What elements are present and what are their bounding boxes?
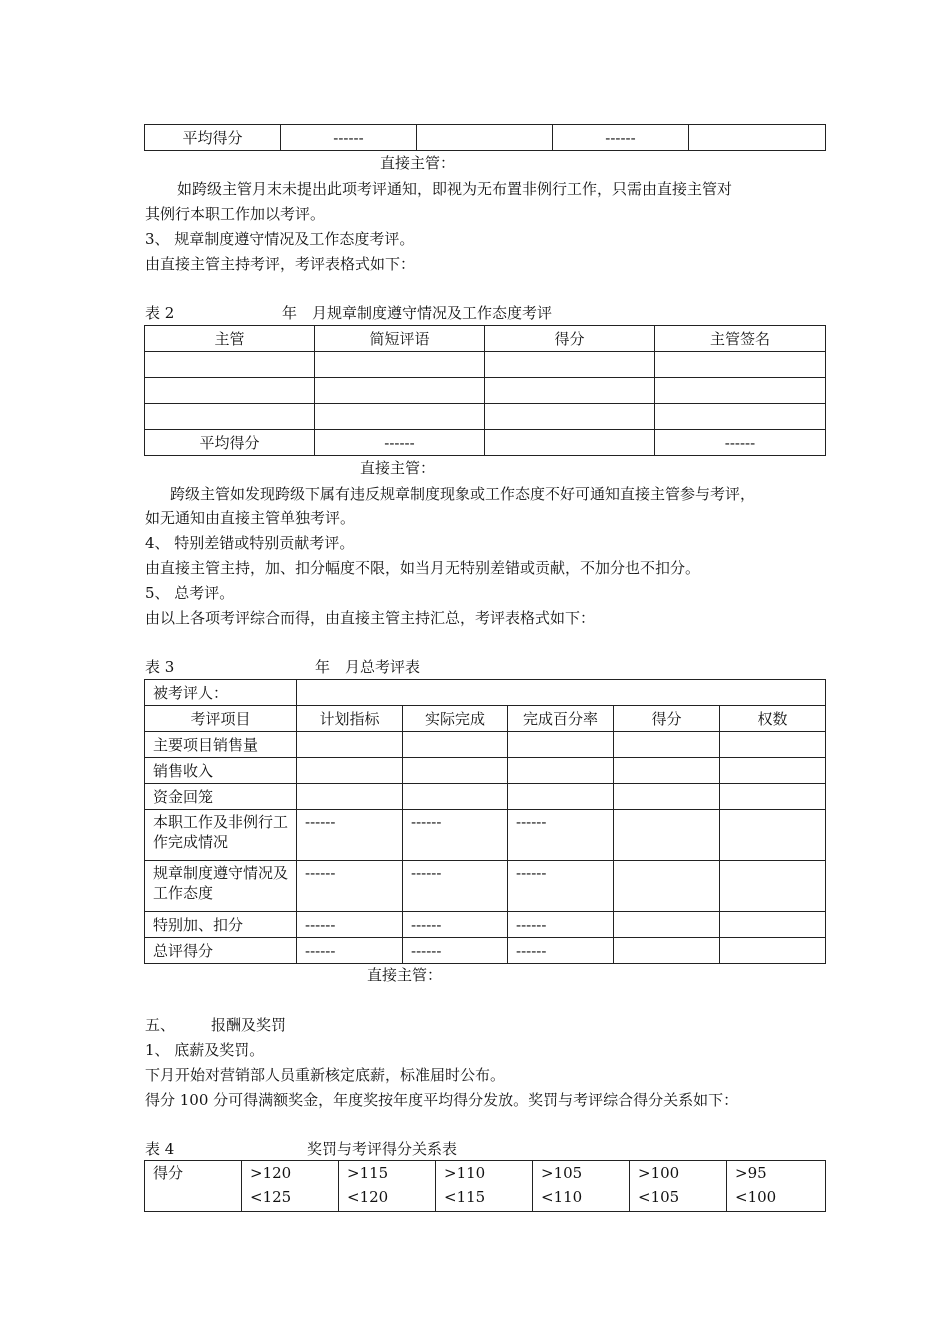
table-cell <box>655 404 826 430</box>
column-header: 完成百分率 <box>508 706 614 732</box>
range-upper: <100 <box>735 1188 777 1206</box>
table-row <box>145 784 826 810</box>
table-cell <box>297 784 403 810</box>
average-score-label: 平均得分 <box>145 430 315 456</box>
table-cell <box>145 352 315 378</box>
score-range-cell <box>630 1161 727 1212</box>
table-cell: ------ <box>655 430 826 456</box>
table-cell: ------ <box>403 810 508 861</box>
table-cell <box>145 378 315 404</box>
column-header: 实际完成 <box>403 706 508 732</box>
section-item-3: 3、 规章制度遵守情况及工作态度考评。 <box>145 230 415 248</box>
table-cell: ------ <box>508 810 614 861</box>
paragraph: 其例行本职工作加以考评。 <box>145 205 326 223</box>
table-cell <box>403 784 508 810</box>
table-cell <box>145 404 315 430</box>
table-cell <box>655 378 826 404</box>
table-row <box>145 430 826 456</box>
table-cell: ------ <box>508 861 614 912</box>
paragraph: 如无通知由直接主管单独考评。 <box>145 509 356 527</box>
table-number: 表 4 <box>145 1140 175 1158</box>
range-lower: >95 <box>735 1164 767 1182</box>
table-cell <box>614 732 720 758</box>
table-cell <box>403 732 508 758</box>
table-cell <box>614 938 720 964</box>
table-cell <box>508 784 614 810</box>
table-cell <box>297 732 403 758</box>
paragraph: 由直接主管主持考评，考评表格式如下： <box>145 255 416 273</box>
paragraph: 由以上各项考评综合而得，由直接主管主持汇总，考评表格式如下： <box>145 609 596 627</box>
range-upper: <125 <box>250 1188 292 1206</box>
table-cell <box>403 758 508 784</box>
average-cell <box>689 125 826 151</box>
table-cell <box>614 861 720 912</box>
section-number: 五、 <box>145 1016 176 1034</box>
average-cell: ------ <box>281 125 417 151</box>
paragraph: 得分 100 分可得满额奖金，年度奖按年度平均得分发放。奖罚与考评综合得分关系如下： <box>145 1091 739 1109</box>
table-cell <box>720 810 826 861</box>
supervisor-signature-1: 直接主管： <box>380 154 456 172</box>
table-title: 奖罚与考评得分关系表 <box>307 1140 458 1158</box>
paragraph: 下月开始对营销部人员重新核定底薪，标准届时公布。 <box>145 1066 506 1084</box>
table2-caption <box>145 303 825 323</box>
table-cell: ------ <box>403 938 508 964</box>
column-header: 得分 <box>485 326 655 352</box>
table-cell: ------ <box>297 810 403 861</box>
score-range-cell <box>533 1161 630 1212</box>
table-title: 年 月总考评表 <box>315 658 421 676</box>
range-lower: >120 <box>250 1164 292 1182</box>
column-header: 权数 <box>720 706 826 732</box>
average-cell <box>417 125 553 151</box>
table-row <box>145 861 826 912</box>
table-number: 表 2 <box>145 304 175 322</box>
table-cell <box>297 758 403 784</box>
table-cell <box>614 784 720 810</box>
table-cell <box>508 732 614 758</box>
row-label: 销售收入 <box>145 758 297 784</box>
range-upper: <120 <box>347 1188 389 1206</box>
table-cell <box>485 352 655 378</box>
table-cell: ------ <box>403 912 508 938</box>
row-label: 本职工作及非例行工作完成情况 <box>145 810 297 861</box>
table-cell <box>614 912 720 938</box>
column-header: 简短评语 <box>315 326 485 352</box>
range-upper: <115 <box>444 1188 486 1206</box>
range-upper: <110 <box>541 1188 583 1206</box>
row-label: 资金回笼 <box>145 784 297 810</box>
supervisor-signature-3: 直接主管： <box>367 966 443 984</box>
score-range-cell <box>242 1161 339 1212</box>
table-number: 表 3 <box>145 658 175 676</box>
table-row <box>145 938 826 964</box>
table-row <box>145 378 826 404</box>
table-cell <box>485 430 655 456</box>
table1-average-row <box>144 124 826 151</box>
evaluatee-label: 被考评人： <box>145 680 297 706</box>
row-label: 特别加、扣分 <box>145 912 297 938</box>
row-label: 主要项目销售量 <box>145 732 297 758</box>
table4 <box>144 1160 826 1212</box>
table-cell <box>614 810 720 861</box>
table-row <box>145 810 826 861</box>
table-cell: ------ <box>403 861 508 912</box>
table3 <box>144 679 826 964</box>
table-row <box>145 912 826 938</box>
table-row <box>145 404 826 430</box>
supervisor-signature-2: 直接主管： <box>360 459 436 477</box>
table-cell <box>720 912 826 938</box>
table-cell <box>315 378 485 404</box>
column-header: 计划指标 <box>297 706 403 732</box>
table-title: 年 月规章制度遵守情况及工作态度考评 <box>282 304 553 322</box>
table-cell <box>485 404 655 430</box>
table-cell <box>315 352 485 378</box>
section-item-4: 4、 特别差错或特别贡献考评。 <box>145 534 355 552</box>
score-label: 得分 <box>145 1161 242 1212</box>
table-row <box>145 732 826 758</box>
table-cell <box>720 758 826 784</box>
table-cell <box>720 732 826 758</box>
evaluatee-value <box>297 680 826 706</box>
subsection-item-1: 1、 底薪及奖罚。 <box>145 1041 265 1059</box>
section-heading-5 <box>145 1015 287 1035</box>
table-cell <box>508 758 614 784</box>
table-row <box>145 352 826 378</box>
table-cell: ------ <box>315 430 485 456</box>
score-range-cell <box>339 1161 436 1212</box>
range-upper: <105 <box>638 1188 680 1206</box>
table-cell: ------ <box>297 861 403 912</box>
table-cell <box>315 404 485 430</box>
table-cell: ------ <box>297 912 403 938</box>
table-cell <box>720 938 826 964</box>
table3-caption <box>145 657 825 677</box>
table-cell: ------ <box>297 938 403 964</box>
table2 <box>144 325 826 456</box>
range-lower: >110 <box>444 1164 486 1182</box>
paragraph: 如跨级主管月末未提出此项考评通知，即视为无布置非例行工作，只需由直接主管对 <box>177 180 733 198</box>
table-cell <box>720 784 826 810</box>
table-row <box>145 1161 826 1212</box>
row-label: 总评得分 <box>145 938 297 964</box>
column-header: 得分 <box>614 706 720 732</box>
table-cell <box>655 352 826 378</box>
column-header: 主管签名 <box>655 326 826 352</box>
table-row <box>145 758 826 784</box>
table-cell <box>720 861 826 912</box>
paragraph: 跨级主管如发现跨级下属有违反规章制度现象或工作态度不好可通知直接主管参与考评， <box>170 485 756 503</box>
row-label: 规章制度遵守情况及工作态度 <box>145 861 297 912</box>
range-lower: >115 <box>347 1164 389 1182</box>
column-header: 考评项目 <box>145 706 297 732</box>
column-header: 主管 <box>145 326 315 352</box>
section-item-5: 5、 总考评。 <box>145 584 235 602</box>
average-score-label: 平均得分 <box>145 125 281 151</box>
score-range-cell <box>727 1161 826 1212</box>
average-cell: ------ <box>553 125 689 151</box>
table-cell <box>614 758 720 784</box>
table-cell <box>485 378 655 404</box>
range-lower: >100 <box>638 1164 680 1182</box>
range-lower: >105 <box>541 1164 583 1182</box>
section-title: 报酬及奖罚 <box>211 1016 287 1034</box>
table-cell: ------ <box>508 912 614 938</box>
paragraph: 由直接主管主持，加、扣分幅度不限，如当月无特别差错或贡献，不加分也不扣分。 <box>145 559 701 577</box>
score-range-cell <box>436 1161 533 1212</box>
table-cell: ------ <box>508 938 614 964</box>
table4-caption <box>145 1139 825 1159</box>
